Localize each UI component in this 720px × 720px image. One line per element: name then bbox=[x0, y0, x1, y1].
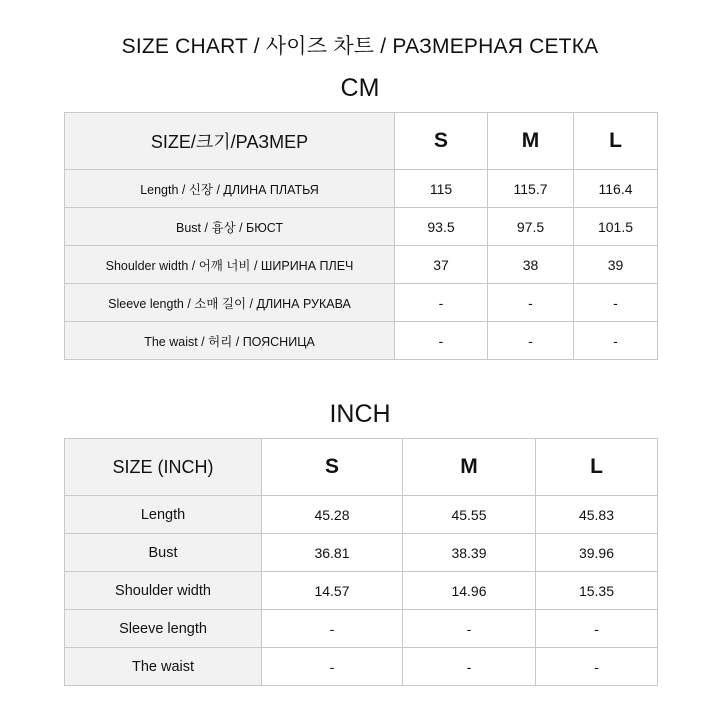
inch-row-label-sleeve: Sleeve length bbox=[65, 610, 262, 648]
cm-size-l-header: L bbox=[574, 113, 658, 170]
inch-row-label-bust: Bust bbox=[65, 534, 262, 572]
inch-value-cell: 15.35 bbox=[536, 572, 658, 610]
inch-value-cell: - bbox=[536, 610, 658, 648]
inch-value-cell: - bbox=[536, 648, 658, 686]
table-row bbox=[65, 322, 658, 360]
cm-row-label-shoulder: Shoulder width / 어깨 너비 / ШИРИНА ПЛЕЧ bbox=[65, 246, 395, 284]
inch-row-label-shoulder: Shoulder width bbox=[65, 572, 262, 610]
cm-header-label: SIZE/크기/РАЗМЕР bbox=[65, 113, 395, 170]
inch-value-cell: 14.57 bbox=[262, 572, 403, 610]
cm-size-s-header: S bbox=[395, 113, 488, 170]
cm-value-cell: - bbox=[574, 322, 658, 360]
cm-value-cell: - bbox=[395, 322, 488, 360]
cm-value-cell: - bbox=[488, 322, 574, 360]
cm-header-row bbox=[65, 113, 658, 170]
inch-section-title: INCH bbox=[329, 400, 391, 428]
cm-value-cell: 37 bbox=[395, 246, 488, 284]
cm-value-cell: 116.4 bbox=[574, 170, 658, 208]
inch-value-cell: 45.83 bbox=[536, 496, 658, 534]
inch-value-cell: 36.81 bbox=[262, 534, 403, 572]
table-row bbox=[65, 284, 658, 322]
table-row bbox=[65, 610, 658, 648]
table-row bbox=[65, 170, 658, 208]
inch-size-s-header: S bbox=[262, 439, 403, 496]
inch-value-cell: - bbox=[262, 648, 403, 686]
inch-value-cell: 45.28 bbox=[262, 496, 403, 534]
table-row bbox=[65, 208, 658, 246]
inch-value-cell: 14.96 bbox=[403, 572, 536, 610]
cm-row-label-length: Length / 신장 / ДЛИНА ПЛАТЬЯ bbox=[65, 170, 395, 208]
cm-section-title: CM bbox=[340, 74, 380, 102]
cm-value-cell: - bbox=[574, 284, 658, 322]
cm-size-m-header: M bbox=[488, 113, 574, 170]
table-row bbox=[65, 572, 658, 610]
cm-value-cell: 38 bbox=[488, 246, 574, 284]
inch-value-cell: - bbox=[403, 610, 536, 648]
inch-value-cell: 39.96 bbox=[536, 534, 658, 572]
cm-value-cell: - bbox=[488, 284, 574, 322]
cm-size-table bbox=[64, 112, 658, 360]
cm-row-label-bust: Bust / 흉상 / БЮСТ bbox=[65, 208, 395, 246]
cm-value-cell: 97.5 bbox=[488, 208, 574, 246]
inch-row-label-waist: The waist bbox=[65, 648, 262, 686]
cm-value-cell: 101.5 bbox=[574, 208, 658, 246]
cm-value-cell: - bbox=[395, 284, 488, 322]
inch-value-cell: 45.55 bbox=[403, 496, 536, 534]
inch-size-m-header: M bbox=[403, 439, 536, 496]
cm-value-cell: 93.5 bbox=[395, 208, 488, 246]
table-row bbox=[65, 496, 658, 534]
table-row bbox=[65, 648, 658, 686]
inch-size-table bbox=[64, 438, 658, 686]
table-row bbox=[65, 246, 658, 284]
cm-value-cell: 39 bbox=[574, 246, 658, 284]
inch-size-l-header: L bbox=[536, 439, 658, 496]
inch-value-cell: - bbox=[262, 610, 403, 648]
inch-header-row bbox=[65, 439, 658, 496]
inch-row-label-length: Length bbox=[65, 496, 262, 534]
cm-value-cell: 115 bbox=[395, 170, 488, 208]
cm-value-cell: 115.7 bbox=[488, 170, 574, 208]
inch-value-cell: - bbox=[403, 648, 536, 686]
inch-header-label: SIZE (INCH) bbox=[65, 439, 262, 496]
inch-value-cell: 38.39 bbox=[403, 534, 536, 572]
table-row bbox=[65, 534, 658, 572]
page-title: SIZE CHART / 사이즈 차트 / РАЗМЕРНАЯ СЕТКА bbox=[121, 35, 599, 58]
cm-row-label-waist: The waist / 허리 / ПОЯСНИЦА bbox=[65, 322, 395, 360]
cm-row-label-sleeve: Sleeve length / 소매 길이 / ДЛИНА РУКАВА bbox=[65, 284, 395, 322]
